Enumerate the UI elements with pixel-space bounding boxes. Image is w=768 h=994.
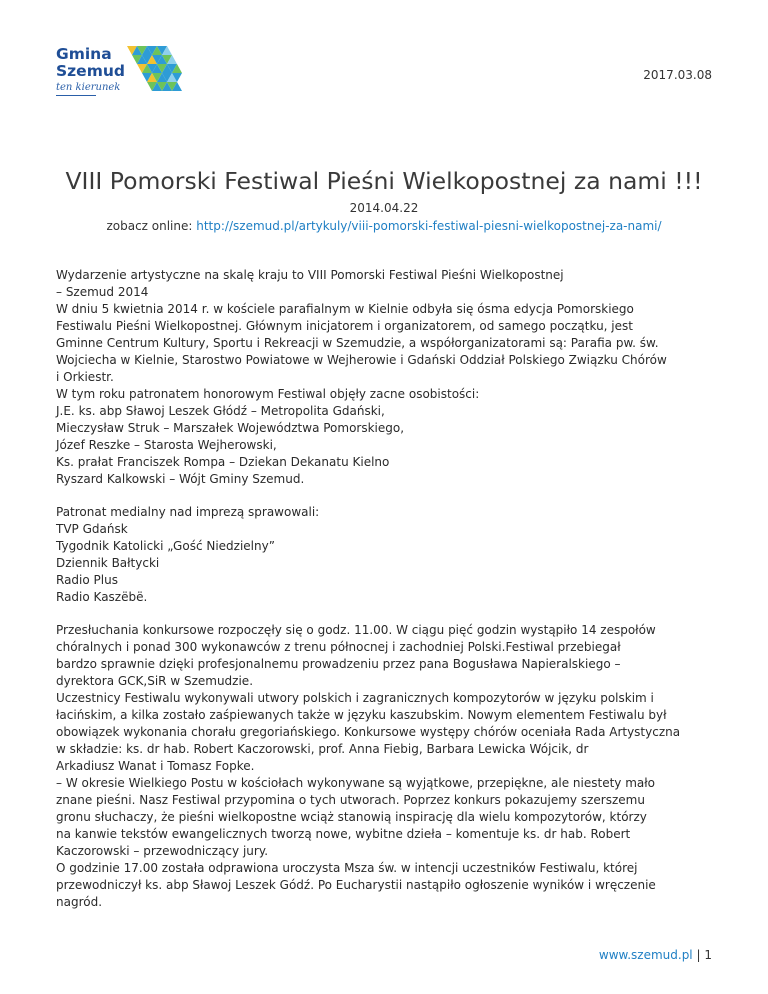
article-body	[56, 267, 724, 927]
paragraph-line: znane pieśni. Nasz Festiwal przypomina o tych utworach. Poprzez konkurs pokazujemy szerszemu	[56, 793, 645, 807]
article-title: VIII Pomorski Festiwal Pieśni Wielkopostnej za nami !!!	[65, 167, 703, 195]
paragraph-line: bardzo sprawnie dzięki profesjonalnemu prowadzeniu przez pana Bogusława Napieralskiego –	[56, 657, 621, 671]
paragraph-line: Ks. prałat Franciszek Rompa – Dziekan Dekanatu Kielno	[56, 455, 390, 469]
paragraph-line: na kanwie tekstów ewangelicznych tworzą nowe, wybitne dzieła – komentuje ks. dr hab. Robert	[56, 827, 631, 841]
paragraph-line: TVP Gdańsk	[56, 522, 128, 536]
paragraph-line: Mieczysław Struk – Marszałek Województwa Pomorskiego,	[56, 421, 405, 435]
paragraph-line: obowiązek wykonania chorału gregoriańskiego. Konkursowe występy chórów oceniała Rada Artystyczna	[56, 725, 681, 739]
paragraph-line: Gminne Centrum Kultury, Sportu i Rekreacji w Szemudzie, a współorganizatorami są: Parafia pw. św.	[56, 336, 659, 350]
paragraph-line: W dniu 5 kwietnia 2014 r. w kościele parafialnym w Kielnie odbyła się ósma edycja Pomorskiego	[56, 302, 634, 316]
logo-wordmark	[56, 46, 125, 80]
paragraph-line: Ryszard Kalkowski – Wójt Gminy Szemud.	[56, 472, 305, 486]
paragraph-line: Tygodnik Katolicki „Gość Niedzielny”	[56, 539, 275, 553]
page-number: 1	[704, 948, 712, 962]
paragraph-line: – W okresie Wielkiego Postu w kościołach wykonywane są wyjątkowe, przepiękne, ale niestety mało	[56, 776, 656, 790]
gmina-szemud-logo	[56, 46, 190, 102]
paragraph-line: – Szemud 2014	[56, 285, 149, 299]
article-paragraph	[56, 622, 724, 911]
online-url-link[interactable]: http://szemud.pl/artykuly/viii-pomorski-festiwal-piesni-wielkopostnej-za-nami/	[196, 219, 662, 233]
paragraph-line: Józef Reszke – Starosta Wejherowski,	[56, 438, 277, 452]
header-date: 2017.03.08	[643, 68, 712, 82]
article-date: 2014.04.22	[349, 201, 419, 215]
paragraph-line: W tym roku patronatem honorowym Festiwal objęły zacne osobistości:	[56, 387, 480, 401]
paragraph-line: Festiwalu Pieśni Wielkopostnej. Głównym inicjatorem i organizatorem, od samego początku, jest	[56, 319, 633, 333]
paragraph-line: Patronat medialny nad imprezą sprawowali:	[56, 505, 320, 519]
online-label: zobacz online:	[106, 219, 193, 233]
paragraph-line: przewodniczył ks. abp Sławoj Leszek Gódź. Po Eucharystii nastąpiło ogłoszenie wyników i wręczenie	[56, 878, 656, 892]
paragraph-line: Arkadiusz Wanat i Tomasz Fopke.	[56, 759, 255, 773]
paragraph-line: Przesłuchania konkursowe rozpoczęły się o godz. 11.00. W ciągu pięć godzin wystąpiło 14 zespołów	[56, 623, 656, 637]
paragraph-line: J.E. ks. abp Sławoj Leszek Głódź – Metropolita Gdański,	[56, 404, 385, 418]
paragraph-line: Dziennik Bałtycki	[56, 556, 160, 570]
article-paragraph	[56, 504, 724, 606]
logo-tagline: ten kierunek	[56, 82, 121, 93]
paragraph-line: Wydarzenie artystyczne na skalę kraju to VIII Pomorski Festiwal Pieśni Wielkopostnej	[56, 268, 564, 282]
paragraph-line: Radio Plus	[56, 573, 118, 587]
article-paragraph	[56, 267, 724, 488]
paragraph-line: Kaczorowski – przewodniczący jury.	[56, 844, 269, 858]
paragraph-line: O godzinie 17.00 została odprawiona uroczysta Msza św. w intencji uczestników Festiwalu, której	[56, 861, 638, 875]
online-link-row	[0, 219, 768, 233]
paragraph-line: łacińskim, a kilka zostało zaśpiewanych także w języku kaszubskim. Nowym elementem Festiwalu był	[56, 708, 667, 722]
paragraph-line: i Orkiestr.	[56, 370, 114, 384]
paragraph-line: Wojciecha w Kielnie, Starostwo Powiatowe w Wejherowie i Gdański Oddział Polskiego Związku Chórów	[56, 353, 667, 367]
logo-line-2: Szemud	[56, 62, 125, 80]
footer-separator: |	[696, 948, 701, 962]
paragraph-line: w składzie: ks. dr hab. Robert Kaczorowski, prof. Anna Fiebig, Barbara Lewicka Wójcik, dr	[56, 742, 589, 756]
paragraph-line: Uczestnicy Festiwalu wykonywali utwory polskich i zagranicznych kompozytorów w języku polskim i	[56, 691, 654, 705]
page-footer	[599, 948, 712, 962]
paragraph-line: nagród.	[56, 895, 103, 909]
logo-triangles-icon	[127, 46, 189, 98]
logo-underline	[56, 95, 96, 96]
paragraph-line: gronu słuchaczy, że pieśni wielkopostne wciąż stanowią inspirację dla wielu kompozytorów, którzy	[56, 810, 647, 824]
footer-site-link[interactable]: www.szemud.pl	[598, 948, 693, 962]
paragraph-line: dyrektora GCK,SiR w Szemudzie.	[56, 674, 254, 688]
paragraph-line: chóralnych i ponad 300 wykonawców z trenu północnej i zachodniej Polski.Festiwal przebiegał	[56, 640, 621, 654]
logo-line-1: Gmina	[56, 45, 112, 63]
paragraph-line: Radio Kaszëbë.	[56, 590, 148, 604]
